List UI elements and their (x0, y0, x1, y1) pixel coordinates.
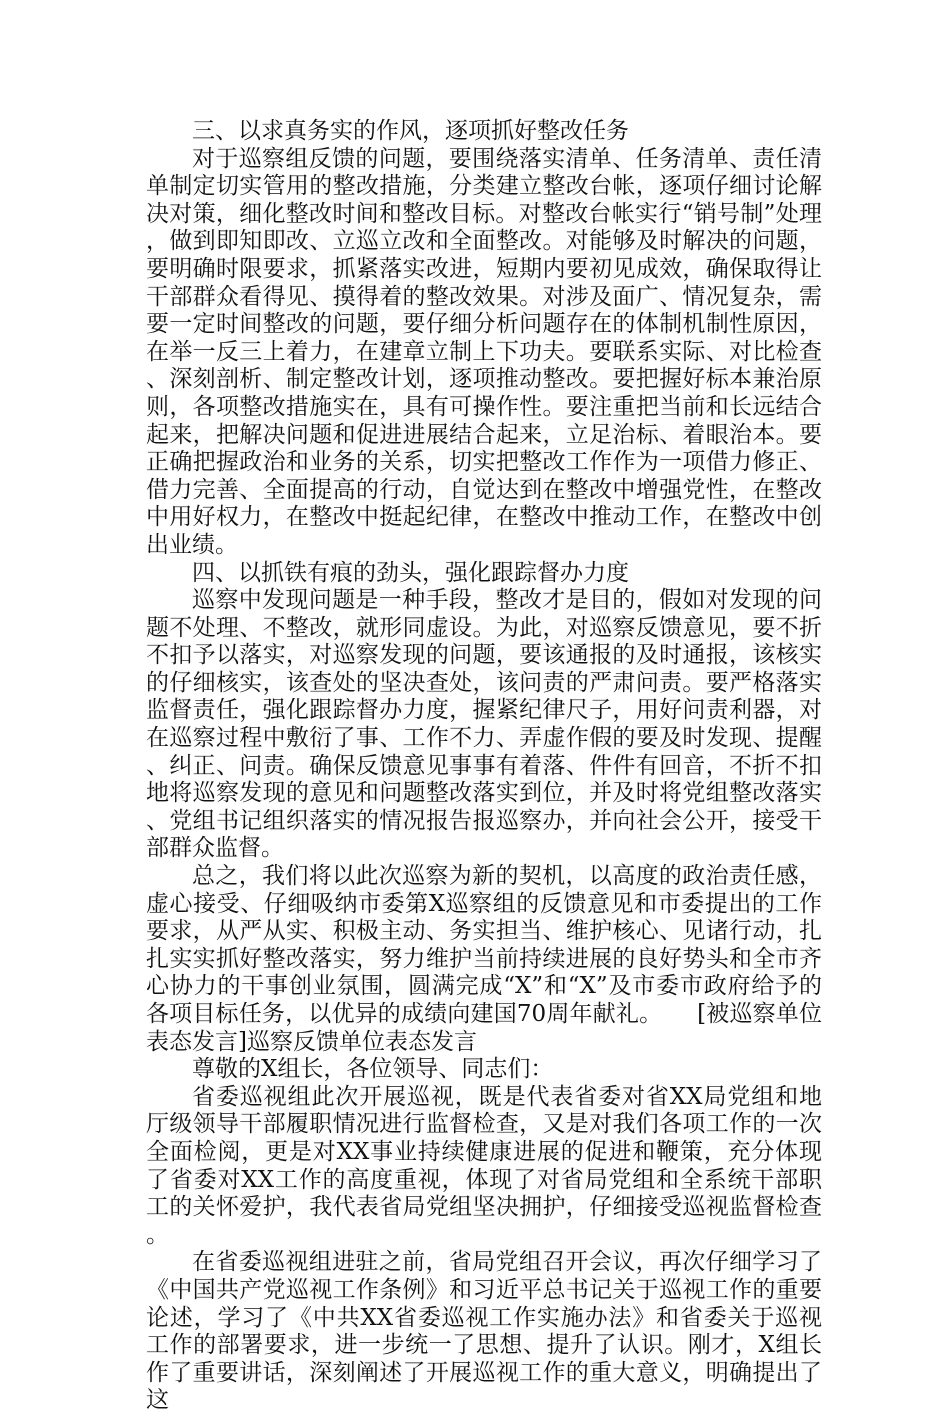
body-paragraph: 在省委巡视组进驻之前，省局党组召开会议，再次仔细学习了《中国共产党巡视工作条例》和习近平总书记关于巡视工作的重要论述，学习了《中共XX省委巡视工作实施办法》和省委关于巡视工作的部署要求，进一步统一了思想、提升了认识。刚才，X组长作了重要讲话，深刻阐述了开展巡视工作的重大意义，明确提出了这 (146, 1249, 822, 1414)
body-paragraph: 巡察中发现问题是一种手段，整改才是目的，假如对发现的问题不处理、不整改，就形同虚设。为此，对巡察反馈意见，要不折不扣予以落实，对巡察发现的问题，要该通报的及时通报，该核实的仔细核实，该查处的坚决查处，该问责的严肃问责。要严格落实监督责任，强化跟踪督办力度，握紧纪律尺子，用好问责利器，对在巡察过程中敷衍了事、工作不力、弄虚作假的要及时发现、提醒、纠正、问责。确保反馈意见事事有着落、件件有回音，不折不扣地将巡察发现的意见和问题整改落实到位，并及时将党组整改落实、党组书记组织落实的情况报告报巡察办，并向社会公开，接受干部群众监督。 (146, 587, 822, 862)
body-paragraph: 对于巡察组反馈的问题，要围绕落实清单、任务清单、责任清单制定切实管用的整改措施，分类建立整改台帐，逐项仔细讨论解决对策，细化整改时间和整改目标。对整改台帐实行“销号制”处理，做到即知即改、立巡立改和全面整改。对能够及时解决的问题，要明确时限要求，抓紧落实改进，短期内要初见成效，确保取得让干部群众看得见、摸得着的整改效果。对涉及面广、情况复杂，需要一定时间整改的问题，要仔细分析问题存在的体制机制性原因，在举一反三上着力，在建章立制上下功夫。要联系实际、对比检查、深刻剖析、制定整改计划，逐项推动整改。要把握好标本兼治原则，各项整改措施实在，具有可操作性。要注重把当前和长远结合起来，把解决问题和促进进展结合起来，立足治标、着眼治本。要正确把握政治和业务的关系，切实把整改工作作为一项借力修正、借力完善、全面提高的行动，自觉达到在整改中增强党性，在整改中用好权力，在整改中挺起纪律，在整改中推动工作，在整改中创出业绩。 (146, 145, 822, 558)
section-heading-three: 三、以求真务实的作风，逐项抓好整改任务 (192, 118, 629, 144)
salutation: 尊敬的X组长，各位领导、同志们： (192, 1056, 554, 1083)
section-heading-four: 四、以抓铁有痕的劲头，强化跟踪督办力度 (192, 559, 629, 586)
document-body (146, 118, 822, 1415)
body-paragraph: 总之，我们将以此次巡察为新的契机，以高度的政治责任感，虚心接受、仔细吸纳市委第X巡察组的反馈意见和市委提出的工作要求，从严从实、积极主动、务实担当、维护核心、见诸行动，扎扎实实抓好整改落实，努力维护当前持续进展的良好势头和全市齐心协力的干事创业氛围，圆满完成“X”和“X”及市委市政府给予的各项目标任务，以优异的成绩向建国70周年献礼。 [被巡察单位表态发言]巡察反馈单位表态发言 (146, 863, 822, 1055)
body-paragraph: 省委巡视组此次开展巡视，既是代表省委对省XX局党组和地厅级领导干部履职情况进行监督检查，又是对我们各项工作的一次全面检阅，更是对XX事业持续健康进展的促进和鞭策，充分体现了省委对XX工作的高度重视，体现了对省局党组和全系统干部职工的关怀爱护，我代表省局党组坚决拥护，仔细接受巡视监督检查。 (146, 1083, 822, 1248)
